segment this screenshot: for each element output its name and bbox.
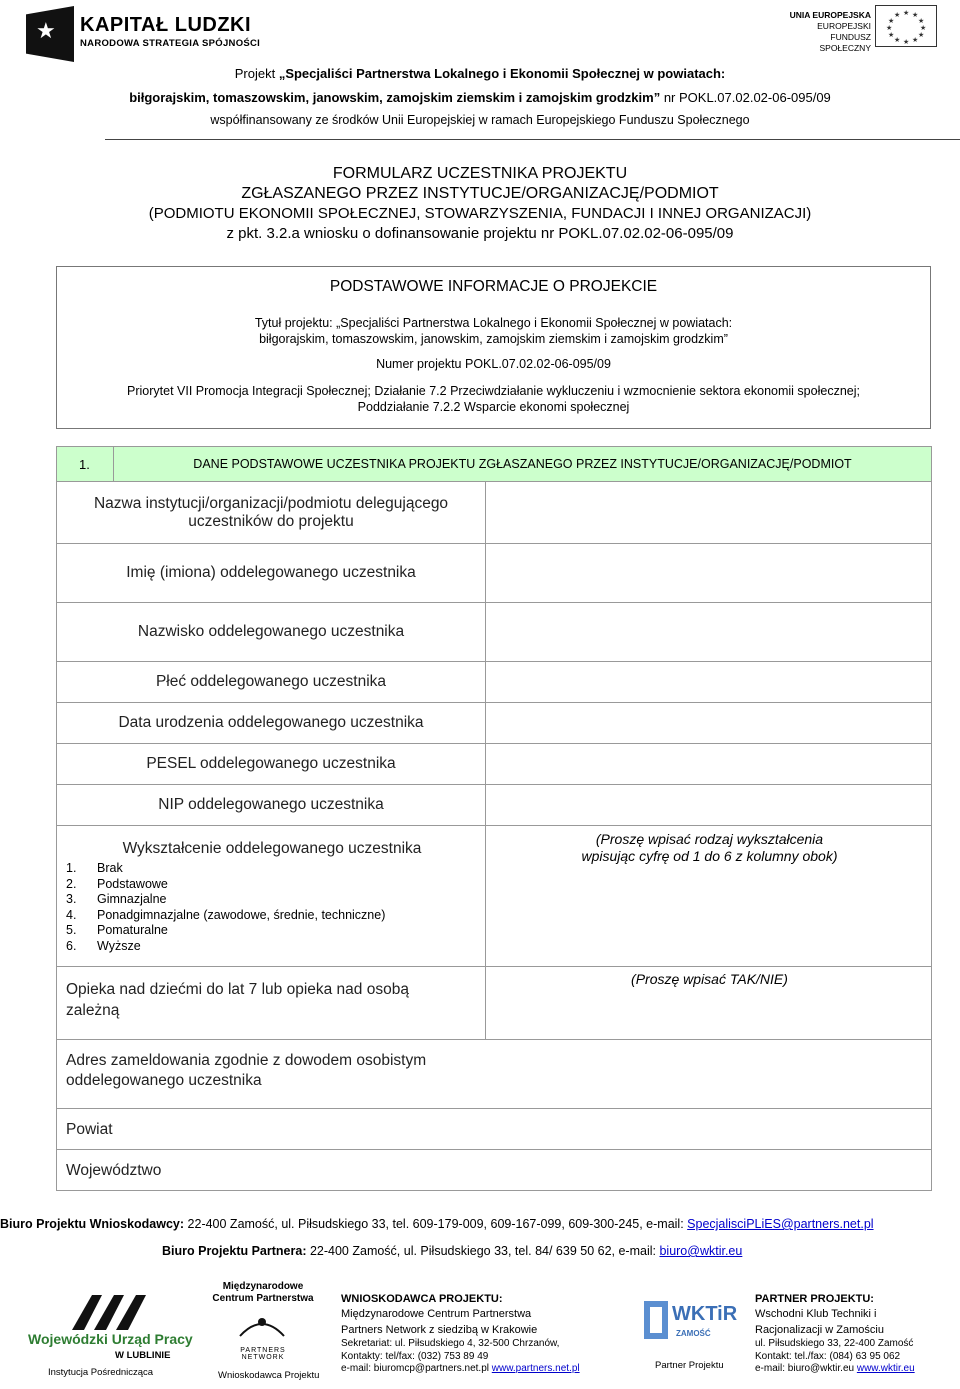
wktir-logo-text: WKTiR [672,1303,738,1325]
partner-email-label: e-mail: biuro@wktir.eu [755,1363,857,1374]
applicant-secretariat: Sekretariat: ul. Piłsudskiego 4, 32-500 Chrzanów, [341,1338,560,1349]
partner-office-label: Biuro Projektu Partnera: [162,1244,307,1258]
project-info-priority [57,383,930,415]
eu-logo-line: FUNDUSZ SPOŁECZNY [819,32,871,53]
address-label-line: oddelegowanego uczestnika [66,1072,262,1089]
option-label: Brak [97,861,123,875]
wktir-logo-city: ZAMOŚĆ [676,1329,711,1338]
education-option [66,861,385,877]
applicant-heading: WNIOSKODAWCA PROJEKTU: [341,1293,503,1305]
applicant-www-link[interactable]: www.partners.net.pl [491,1363,580,1374]
option-label: Wyższe [97,938,141,953]
partner-heading: PARTNER PROJEKTU: [755,1293,874,1305]
institution-input[interactable] [485,481,932,544]
section-number: 1. [79,457,90,472]
form-title-line: z pkt. 3.2.a wniosku o dofinansowanie projektu nr POKL.07.02.02-06-095/09 [226,225,734,242]
address-label-line: Adres zameldowania zgodnie z dowodem osobistym [66,1052,427,1069]
mcp-logo-text [208,1281,318,1305]
project-counties-line [0,90,960,105]
option-label: Pomaturalne [97,923,168,938]
education-option [66,877,385,893]
partner-address: ul. Piłsudskiego 33, 22-400 Zamość [755,1338,914,1349]
section-number-cell [56,446,114,482]
project-counties: biłgorajskim, tomaszowskim, janowskim, zamojskim ziemskim i zamojskim grodzkim” [129,90,661,105]
wktir-caption: Partner Projektu [655,1360,724,1371]
partner-name-line: Racjonalizacji w Zamościu [755,1324,884,1336]
first-name-label: Imię (imiona) oddelegowanego uczestnika [56,543,486,603]
project-info-title [57,315,930,347]
applicant-contact: Kontakty: tel/fax: (032) 753 89 49 [341,1350,489,1362]
care-label-line: zależną [66,1002,120,1019]
form-title-line: (PODMIOTU EKONOMII SPOŁECZNEJ, STOWARZYSZENIA, FUNDACJI I INNEJ ORGANIZACJI) [148,205,812,222]
applicant-email-link[interactable]: SpecjalisciPLiES@partners.net.pl [687,1217,874,1231]
pesel-label: PESEL oddelegowanego uczestnika [56,743,486,785]
applicant-name-line: Międzynarodowe Centrum Partnerstwa [341,1308,532,1320]
eu-flag-icon: ★ ★ ★ ★ ★ ★ ★ ★ ★ ★ ★ ★ [875,5,937,47]
applicant-office-text: 22-400 Zamość, ul. Piłsudskiego 33, tel. 609-179-009, 609-167-099, 609-300-245, e-mail: [184,1217,688,1231]
education-hint-line: (Proszę wpisać rodzaj wykształcenia [595,831,824,847]
partner-name-line: Wschodni Klub Techniki i [755,1308,877,1320]
eu-logo-line: UNIA EUROPEJSKA [789,10,871,20]
wup-city: W LUBLINIE [115,1350,171,1361]
education-option [66,892,385,908]
kapital-ludzki-logo-title: KAPITAŁ LUDZKI [80,14,252,36]
last-name-label: Nazwisko oddelegowanego uczestnika [56,602,486,662]
header-separator [105,139,960,140]
project-info-box [56,266,931,429]
applicant-email-line [341,1363,580,1376]
form-title [0,164,960,244]
nip-label: NIP oddelegowanego uczestnika [56,784,486,826]
education-input[interactable] [485,825,932,967]
applicant-block [341,1292,580,1376]
partner-office-line [162,1244,742,1258]
wup-caption: Instytucja Pośrednicząca [48,1367,154,1378]
address-cell[interactable] [56,1039,932,1109]
nip-input[interactable] [485,784,932,826]
partner-email-link[interactable]: biuro@wktir.eu [659,1244,743,1258]
star-icon: ★ [36,18,56,43]
applicant-office-label: Biuro Projektu Wnioskodawcy: [0,1217,185,1231]
care-label [66,979,409,1021]
cofinancing-line: współfinansowany ze środków Unii Europejskiej w ramach Europejskiego Funduszu Społecznego [210,113,750,127]
project-title-line [0,66,960,81]
education-hint [486,831,933,865]
partner-www-link[interactable]: www.wktir.eu [856,1363,915,1374]
mcp-logo-icon [232,1310,292,1342]
applicant-email-label: e-mail: biuromcp@partners.net.pl [341,1363,492,1374]
institution-label-line: uczestników do projektu [188,512,354,530]
option-label: Ponadgimnazjalne (zawodowe, średnie, techniczne) [97,907,386,922]
voivodeship-cell[interactable] [56,1149,932,1191]
project-info-priority-line: Priorytet VII Promocja Integracji Społecznej; Działanie 7.2 Przeciwdziałanie wykluczeniu i wzmocnienie sektora ekonomii społecznej; [127,384,860,398]
project-info-number: Numer projektu POKL.07.02.02-06-095/09 [376,357,611,371]
education-hint-line: wpisując cyfrę od 1 do 6 z kolumny obok) [581,848,838,864]
option-label: Podstawowe [97,876,168,891]
sex-input[interactable] [485,661,932,703]
voivodeship-label: Województwo [66,1162,162,1179]
care-label-line: Opieka nad dziećmi do lat 7 lub opieka nad osobą [66,981,409,998]
project-prefix: Projekt [234,66,279,81]
option-number: 3. [66,892,77,907]
education-label: Wykształcenie oddelegowanego uczestnika [122,840,422,857]
institution-label-line: Nazwa instytucji/organizacji/podmiotu delegującego [93,494,449,512]
option-label: Gimnazjalne [97,892,167,907]
project-info-title-line: biłgorajskim, tomaszowskim, janowskim, zamojskim ziemskim i zamojskim grodzkim” [259,332,728,346]
applicant-name-line: Partners Network z siedzibą w Krakowie [341,1324,538,1336]
wup-name: Wojewódzki Urząd Pracy [28,1331,193,1347]
form-title-line: FORMULARZ UCZESTNIKA PROJEKTU [332,165,628,182]
option-number: 2. [66,876,77,891]
birth-date-input[interactable] [485,702,932,744]
care-label-cell [56,966,486,1040]
birth-date-label: Data urodzenia oddelegowanego uczestnika [56,702,486,744]
county-label: Powiat [66,1121,113,1138]
kapital-ludzki-logo-subtitle: NARODOWA STRATEGIA SPÓJNOŚCI [80,38,261,49]
project-info-title-line: Tytuł projektu: „Specjaliści Partnerstwa Lokalnego i Ekonomii Społecznej w powiatach: [254,316,733,330]
mcp-logo-line: Międzynarodowe [222,1281,304,1292]
option-number: 6. [66,938,77,953]
project-info-heading: PODSTAWOWE INFORMACJE O PROJEKCIE [329,278,658,295]
option-number: 5. [66,923,77,938]
mcp-logo-word: PARTNERS NETWORK [240,1347,286,1361]
eu-logo-text [786,10,871,54]
mcp-logo-line: Centrum Partnerstwa [212,1293,314,1304]
care-input[interactable] [485,966,932,1040]
mcp-caption: Wnioskodawca Projektu [218,1370,320,1381]
pesel-input[interactable] [485,743,932,785]
option-number: 4. [66,907,77,922]
partner-email-line [755,1363,915,1376]
partner-office-text: 22-400 Zamość, ul. Piłsudskiego 33, tel. 84/ 639 50 62, e-mail: [306,1244,660,1258]
education-option [66,908,385,924]
education-label-cell [56,825,486,967]
care-hint: (Proszę wpisać TAK/NIE) [631,971,788,987]
sex-label: Płeć oddelegowanego uczestnika [56,661,486,703]
wktir-logo [642,1297,738,1347]
education-option [66,939,385,955]
mcp-logo-graphic [232,1310,292,1342]
wup-logo-icon [62,1290,162,1330]
project-number: nr POKL.07.02.02-06-095/09 [660,90,831,105]
section-title: DANE PODSTAWOWE UCZESTNIKA PROJEKTU ZGŁASZANEGO PRZEZ INSTYTUCJE/ORGANIZACJĘ/PODMIOT [193,457,852,471]
wup-logo-graphic [62,1290,162,1330]
education-options-list [66,861,385,955]
project-name: „Specjaliści Partnerstwa Lokalnego i Ekonomii Społecznej w powiatach: [278,66,726,81]
partner-block [755,1292,915,1376]
eu-logo-line: EUROPEJSKI [817,21,871,31]
address-label [66,1051,426,1091]
education-option [66,923,385,939]
county-cell[interactable] [56,1108,932,1150]
partner-contact: Kontakt: tel./fax: (084) 63 95 062 [755,1350,901,1362]
institution-label [56,481,486,544]
form-title-line: ZGŁASZANEGO PRZEZ INSTYTUCJE/ORGANIZACJĘ/PODMIOT [241,185,719,202]
last-name-input[interactable] [485,602,932,662]
section-title-cell [113,446,932,482]
applicant-office-line [0,1217,960,1231]
first-name-input[interactable] [485,543,932,603]
option-number: 1. [66,861,77,875]
project-info-priority-line: Poddziałanie 7.2.2 Wsparcie ekonomi społecznej [357,400,630,414]
